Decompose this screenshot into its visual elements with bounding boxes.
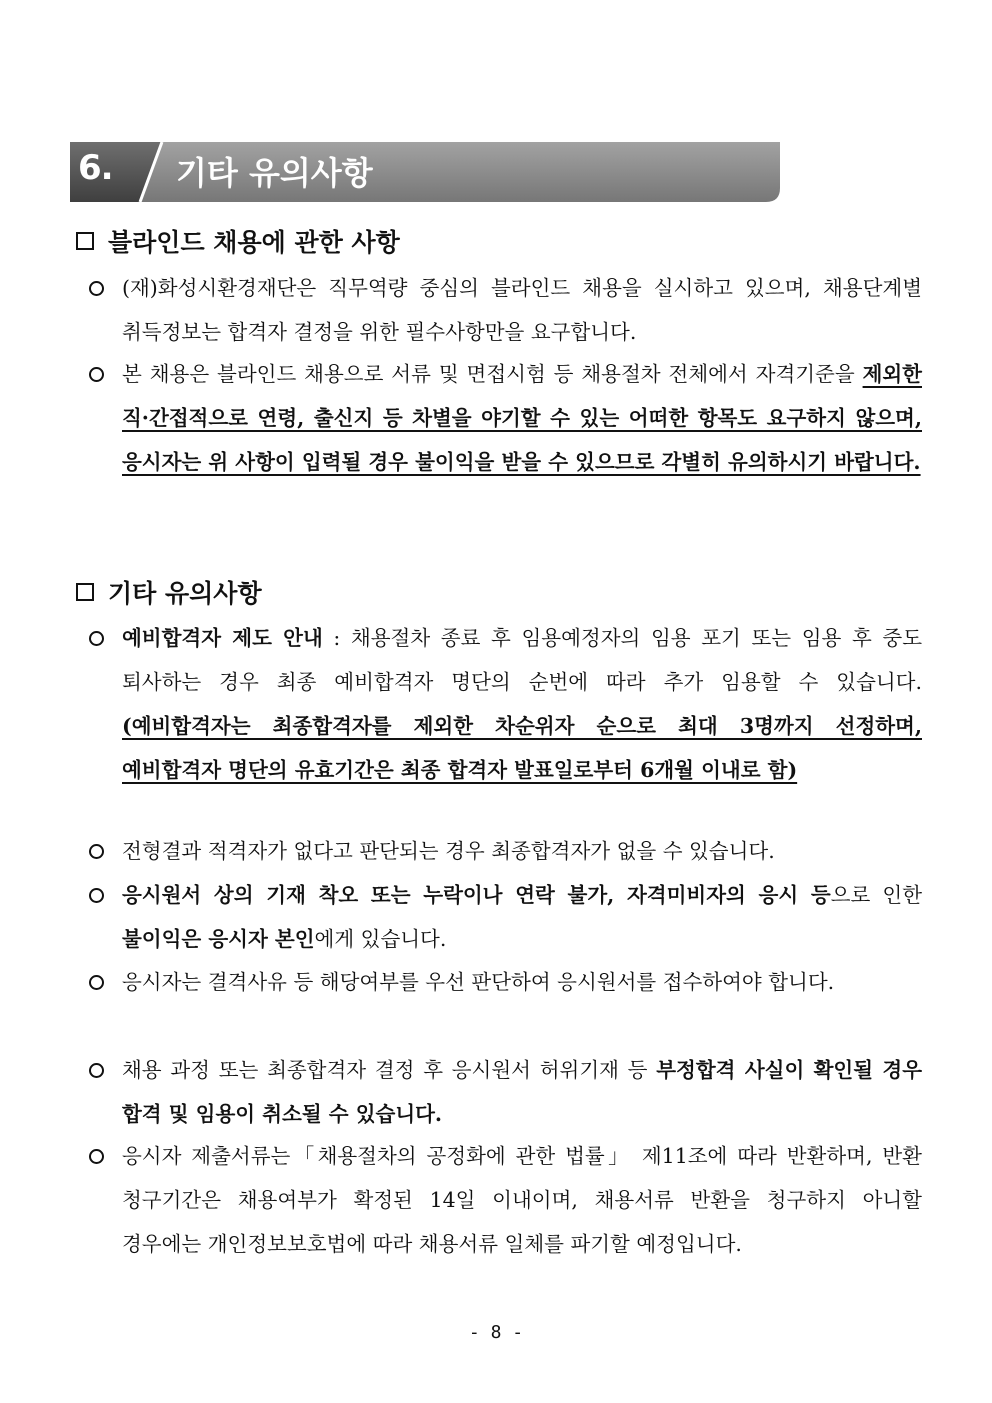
item-text-plain: 에게 있습니다. — [314, 927, 447, 951]
list-item — [84, 1048, 924, 1136]
item-text: 응시자 제출서류는「채용절차의 공정화에 관한 법률」 제11조에 따라 반환하며, 반환 청구기간은 채용여부가 확정된 14일 이내이며, 채용서류 반환을 청구하지 아니할 경우에는 개인정보보호법에 따라 채용서류 일체를 파기할 예정입니다. — [122, 1144, 922, 1256]
page-number: - 8 - — [468, 1322, 524, 1343]
section-title: 기타 유의사항 — [176, 154, 373, 192]
subheading-text: 블라인드 채용에 관한 사항 — [108, 228, 400, 257]
item-text: 전형결과 적격자가 없다고 판단되는 경우 최종합격자가 없을 수 있습니다. — [122, 839, 775, 863]
list-item — [84, 266, 924, 354]
circle-bullet-icon — [84, 352, 108, 396]
item-text — [122, 616, 922, 792]
item-text-plain: 본 채용은 블라인드 채용으로 서류 및 면접시험 등 채용절차 전체에서 자격기준을 — [122, 362, 863, 386]
list-item — [84, 352, 924, 484]
checkbox-square-icon — [76, 583, 94, 601]
circle-bullet-icon — [84, 960, 108, 1004]
checkbox-square-icon — [76, 232, 94, 250]
item-text-emphasis: 제외한 직·간접적으로 연령, 출신지 등 차별을 야기할 수 있는 어떠한 항목도 요구하지 않으며, 응시자는 위 사항이 입력될 경우 불이익을 받을 수 있으므로 각별히 유의하시기 바랍니다. — [122, 362, 922, 474]
item-text: (재)화성시환경재단은 직무역량 중심의 블라인드 채용을 실시하고 있으며, 채용단계별 취득정보는 합격자 결정을 위한 필수사항만을 요구합니다. — [122, 276, 922, 344]
subheading-blind-recruitment — [76, 223, 400, 259]
circle-bullet-icon — [84, 829, 108, 873]
item-label: 예비합격자 제도 안내 — [122, 626, 323, 650]
circle-bullet-icon — [84, 616, 108, 660]
list-item — [84, 616, 924, 792]
subheading-other-notes — [76, 574, 262, 610]
list-item — [84, 873, 924, 961]
circle-bullet-icon — [84, 873, 108, 917]
list-item — [84, 829, 924, 873]
item-text-bold: 응시원서 상의 기재 착오 또는 누락이나 연락 불가, 자격미비자의 응시 등 — [122, 883, 831, 907]
item-text — [122, 1048, 922, 1136]
item-text-bold: 부정합격 사실이 확인될 경우 합격 및 임용이 취소될 수 있습니다. — [122, 1058, 923, 1126]
list-item — [84, 960, 924, 1004]
section-header — [70, 142, 780, 202]
circle-bullet-icon — [84, 1048, 108, 1092]
item-text-emphasis: (예비합격자는 최종합격자를 제외한 차순위자 순으로 최대 3명까지 선정하며, 예비합격자 명단의 유효기간은 최종 합격자 발표일로부터 6개월 이내로 함) — [122, 714, 922, 782]
item-text: 응시자는 결격사유 등 해당여부를 우선 판단하여 응시원서를 접수하여야 합니다. — [122, 970, 835, 994]
circle-bullet-icon — [84, 266, 108, 310]
list-item — [84, 1134, 924, 1266]
item-text-plain: : 채용절차 종료 후 임용예정자의 임용 포기 또는 임용 후 중도 퇴사하는 경우 최종 예비합격자 명단의 순번에 따라 추가 임용할 수 있습니다. — [122, 626, 922, 694]
item-text — [122, 873, 922, 961]
item-text-plain: 으로 인한 — [830, 883, 923, 907]
item-text-plain: 채용 과정 또는 최종합격자 결정 후 응시원서 허위기재 등 — [122, 1058, 657, 1082]
subheading-text: 기타 유의사항 — [108, 579, 262, 608]
section-number: 6. — [78, 148, 113, 188]
item-text-bold: 불이익은 응시자 본인 — [122, 927, 315, 951]
item-text — [122, 352, 922, 484]
circle-bullet-icon — [84, 1134, 108, 1178]
